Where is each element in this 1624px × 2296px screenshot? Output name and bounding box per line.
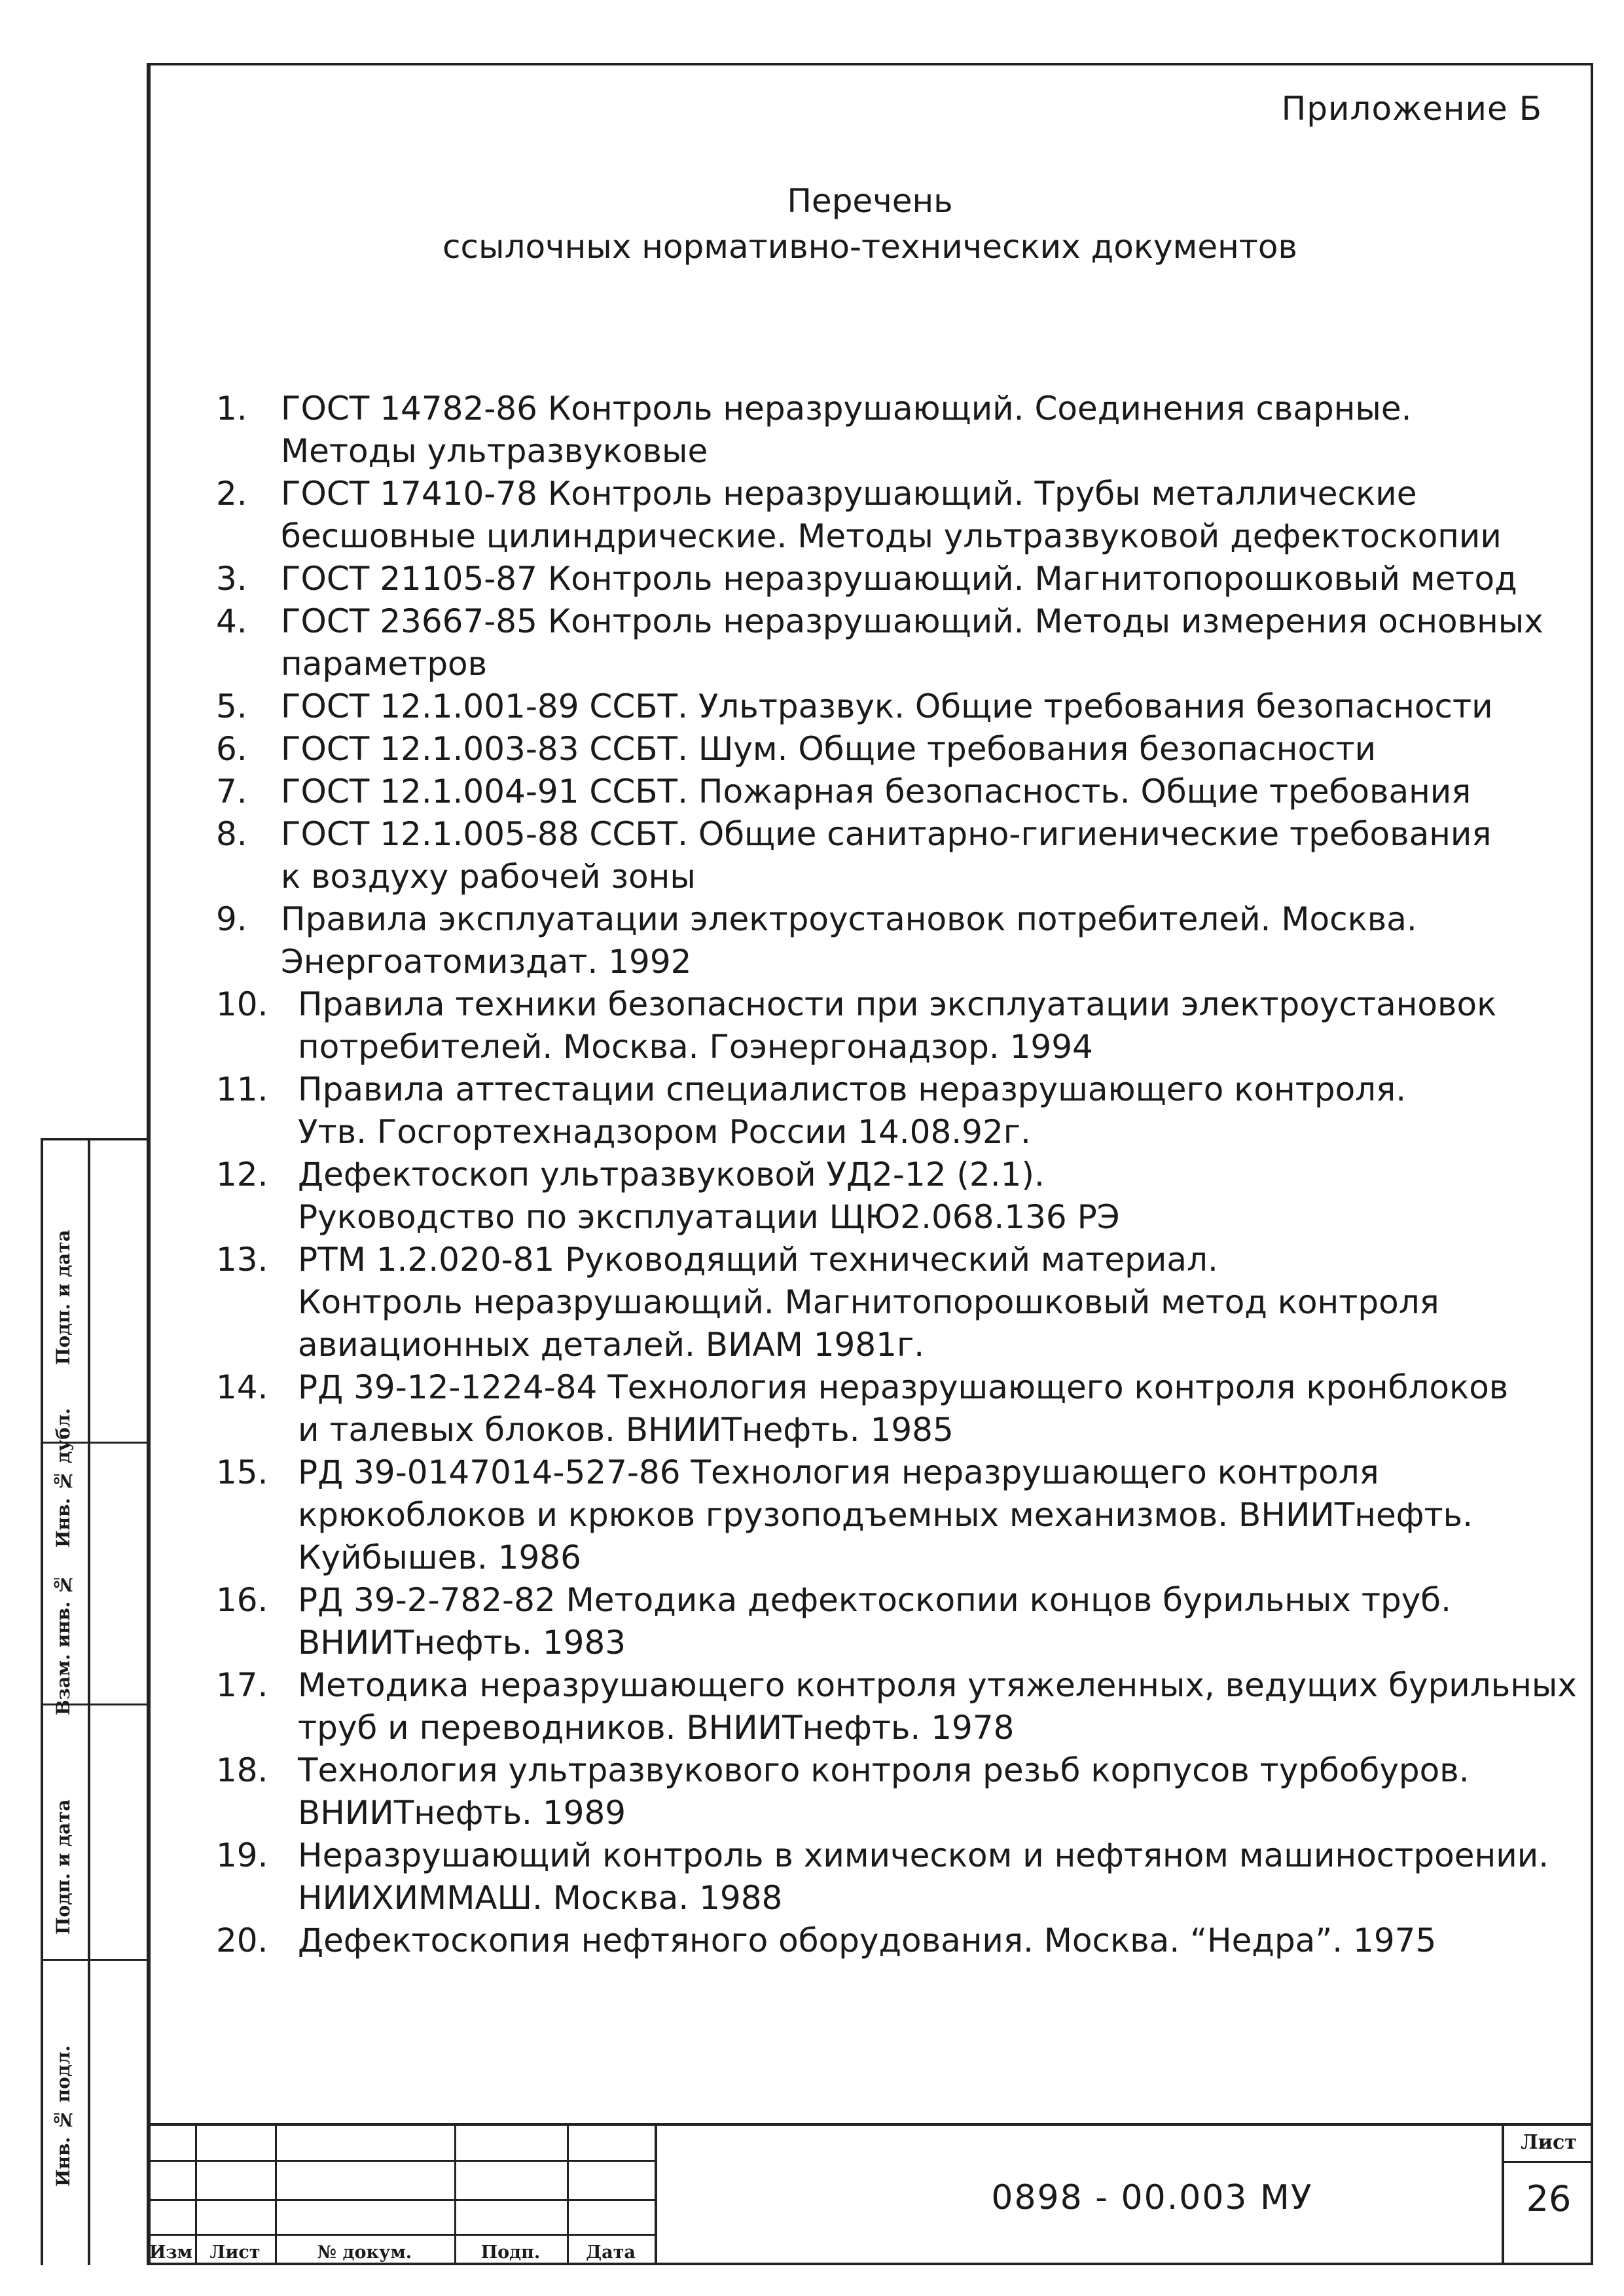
list-item xyxy=(216,1920,1591,1962)
item-number: 14. xyxy=(216,1368,268,1406)
item-text: ГОСТ 12.1.003-83 ССБТ. Шум. Общие требования безопасности xyxy=(281,730,1377,768)
binding-inv-podl: Инв. № подл. xyxy=(52,2045,74,2187)
list-item xyxy=(216,813,1591,898)
title-line-1: Перечень xyxy=(787,182,953,220)
sheet-box xyxy=(1502,2126,1593,2265)
item-text: РТМ 1.2.020-81 Руководящий технический материал. Контроль неразрушающий. Магнитопорошковый метод контроля авиационных деталей. ВИАМ 1981г. xyxy=(298,1241,1439,1364)
document-number: 0898 - 00.003 МУ xyxy=(991,2178,1313,2217)
item-text: ГОСТ 17410-78 Контроль неразрушающий. Трубы металлические бесшовные цилиндрические. Методы ультразвуковой дефектоскопии xyxy=(281,475,1502,555)
grid-row-line xyxy=(147,2160,655,2162)
item-text: Технология ультразвукового контроля резьб корпусов турбобуров. ВНИИТнефть. 1989 xyxy=(298,1751,1470,1832)
grid-row-line xyxy=(147,2234,655,2236)
list-item xyxy=(216,1451,1591,1579)
item-text: РД 39-2-782-82 Методика дефектоскопии концов бурильных труб. ВНИИТнефть. 1983 xyxy=(298,1581,1452,1662)
item-text: Правила эксплуатации электроустановок потребителей. Москва. Энергоатомиздат. 1992 xyxy=(281,900,1417,981)
item-text: ГОСТ 12.1.005-88 ССБТ. Общие санитарно-гигиенические требования к воздуху рабочей зоны xyxy=(281,815,1492,896)
item-number: 8. xyxy=(216,815,247,853)
item-text: РД 39-12-1224-84 Технология неразрушающего контроля кронблоков и талевых блоков. ВНИИТнефть. 1985 xyxy=(298,1368,1509,1449)
item-number: 1. xyxy=(216,390,247,428)
list-item xyxy=(216,1749,1591,1834)
item-text: Правила техники безопасности при эксплуатации электроустановок потребителей. Москва. Гоэнергонадзор. 1994 xyxy=(298,985,1497,1066)
binding-podp-data-2: Подп. и дата xyxy=(52,1799,74,1935)
list-item xyxy=(216,1664,1591,1749)
list-item xyxy=(216,728,1591,771)
item-number: 13. xyxy=(216,1241,268,1279)
grid-row-line xyxy=(147,2199,655,2201)
list-item xyxy=(216,983,1591,1068)
item-text: Правила аттестации специалистов неразрушающего контроля. Утв. Госгортехнадзором России 14.08.92г. xyxy=(298,1070,1407,1151)
item-text: РД 39-0147014-527-86 Технология неразрушающего контроля крюкоблоков и крюков грузоподъемных механизмов. ВНИИТнефть. Куйбышев. 1986 xyxy=(298,1453,1473,1576)
sheet-separator xyxy=(1504,2161,1593,2163)
item-number: 19. xyxy=(216,1836,268,1874)
item-text: Дефектоскоп ультразвуковой УД2-12 (2.1). Руководство по эксплуатации ЩЮ2.068.136 РЭ xyxy=(298,1156,1120,1236)
list-item xyxy=(216,600,1591,685)
binding-podp-data-1: Подп. и дата xyxy=(52,1230,74,1366)
title-block xyxy=(147,2123,1593,2265)
item-number: 16. xyxy=(216,1581,268,1619)
list-item xyxy=(216,1579,1591,1664)
item-number: 20. xyxy=(216,1922,268,1959)
binding-vzam-inv: Взам. инв. № xyxy=(52,1573,74,1716)
item-number: 15. xyxy=(216,1453,268,1491)
reference-list xyxy=(216,388,1591,1962)
item-number: 11. xyxy=(216,1070,268,1108)
binding-strip xyxy=(41,1138,147,2265)
item-number: 7. xyxy=(216,773,247,811)
list-item xyxy=(216,1834,1591,1920)
item-text: Дефектоскопия нефтяного оборудования. Москва. “Недра”. 1975 xyxy=(298,1922,1437,1959)
title-line-2: ссылочных нормативно-технических документов xyxy=(442,228,1297,266)
item-number: 18. xyxy=(216,1751,268,1789)
item-text: ГОСТ 12.1.004-91 ССБТ. Пожарная безопасность. Общие требования xyxy=(281,773,1471,811)
item-text: ГОСТ 12.1.001-89 ССБТ. Ультразвук. Общие требования безопасности xyxy=(281,687,1493,725)
list-item xyxy=(216,388,1591,473)
item-number: 17. xyxy=(216,1666,268,1704)
list-item xyxy=(216,685,1591,728)
col-list: Лист xyxy=(209,2242,261,2263)
list-item xyxy=(216,1154,1591,1239)
col-izm: Изм xyxy=(149,2242,193,2263)
sheet-number: 26 xyxy=(1526,2178,1572,2219)
list-item xyxy=(216,1068,1591,1154)
binding-inv-dubl: Инв. № дубл. xyxy=(52,1408,74,1548)
item-number: 2. xyxy=(216,475,247,513)
col-dokum: № докум. xyxy=(317,2242,412,2263)
col-data: Дата xyxy=(586,2242,636,2263)
list-item xyxy=(216,898,1591,983)
item-number: 12. xyxy=(216,1156,268,1194)
item-text: ГОСТ 14782-86 Контроль неразрушающий. Соединения сварные. Методы ультразвуковые xyxy=(281,390,1412,470)
document-title xyxy=(147,178,1593,270)
list-item xyxy=(216,1239,1591,1366)
item-number: 4. xyxy=(216,602,247,640)
item-text: ГОСТ 21105-87 Контроль неразрушающий. Магнитопорошковый метод xyxy=(281,560,1517,598)
list-item xyxy=(216,1366,1591,1451)
item-number: 5. xyxy=(216,687,247,725)
item-number: 10. xyxy=(216,985,268,1023)
item-text: Методика неразрушающего контроля утяжеленных, ведущих бурильных труб и переводников. ВНИИТнефть. 1978 xyxy=(298,1666,1577,1747)
item-number: 9. xyxy=(216,900,247,938)
list-item xyxy=(216,473,1591,558)
sheet-label: Лист xyxy=(1521,2131,1577,2154)
revision-grid xyxy=(147,2126,655,2265)
item-text: ГОСТ 23667-85 Контроль неразрушающий. Методы измерения основных параметров xyxy=(281,602,1543,683)
binding-divider xyxy=(88,1140,90,2265)
list-item xyxy=(216,558,1591,600)
list-item xyxy=(216,771,1591,813)
item-text: Неразрушающий контроль в химическом и нефтяном машиностроении. НИИХИММАШ. Москва. 1988 xyxy=(298,1836,1549,1917)
item-number: 3. xyxy=(216,560,247,598)
item-number: 6. xyxy=(216,730,247,768)
appendix-label: Приложение Б xyxy=(1281,90,1542,128)
col-podp: Подп. xyxy=(480,2242,541,2263)
